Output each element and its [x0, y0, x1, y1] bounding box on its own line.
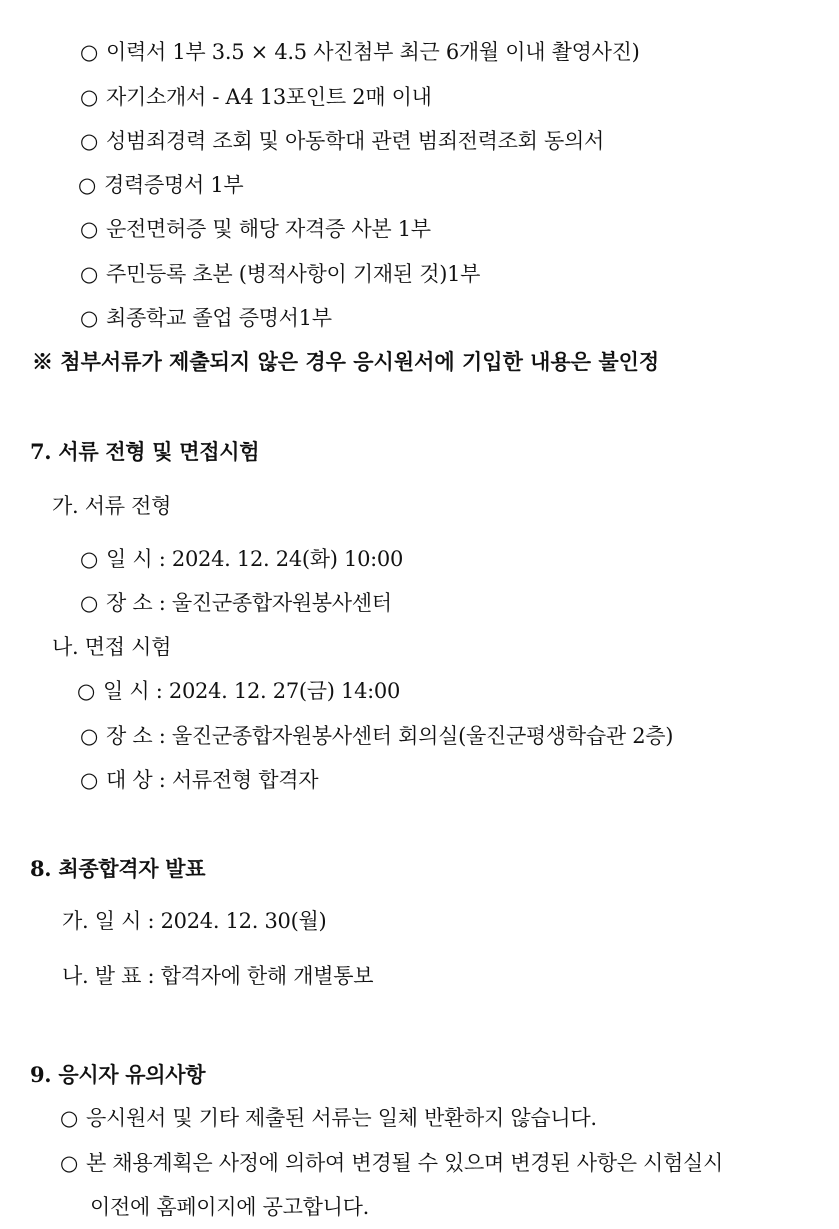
item-text: 일 시 : 2024. 12. 27(금) 14:00 — [103, 679, 401, 703]
item-text: 응시원서 및 기타 제출된 서류는 일체 반환하지 않습니다. — [86, 1106, 597, 1130]
attachment-text: 성범죄경력 조회 및 아동학대 관련 범죄전력조회 동의서 — [106, 129, 604, 153]
circle-bullet-icon: ○ — [80, 306, 99, 330]
item-text: 대 상 : 서류전형 합격자 — [106, 768, 319, 792]
circle-bullet-icon: ○ — [80, 591, 99, 615]
attachment-text: 자기소개서 - A4 13포인트 2매 이내 — [106, 85, 432, 109]
item-text: 장 소 : 울진군종합자원봉사센터 회의실(울진군평생학습관 2층) — [106, 724, 674, 748]
circle-bullet-icon: ○ — [80, 217, 99, 241]
circle-bullet-icon: ○ — [80, 129, 99, 153]
section-8-item: 가. 일 시 : 2024. 12. 30(월) — [62, 909, 327, 933]
attachment-item — [78, 170, 243, 200]
attachment-item — [80, 82, 432, 112]
attachment-item — [80, 37, 639, 67]
section-8-item: 나. 발 표 : 합격자에 한해 개별통보 — [62, 964, 374, 988]
item-text: 일 시 : 2024. 12. 24(화) 10:00 — [106, 547, 404, 571]
section-9-item — [60, 1148, 723, 1178]
section-7-heading: 7. 서류 전형 및 면접시험 — [30, 439, 260, 464]
section-7-sub-b-title: 나. 면접 시험 — [52, 635, 172, 659]
attachment-text: 경력증명서 1부 — [104, 173, 244, 197]
section-7-sub-b-item — [80, 765, 318, 795]
attachment-text: 운전면허증 및 해당 자격증 사본 1부 — [106, 217, 431, 241]
attachment-text: 주민등록 초본 (병적사항이 기재된 것)1부 — [106, 262, 481, 286]
section-7-sub-a-item — [80, 588, 392, 618]
circle-bullet-icon: ○ — [60, 1151, 79, 1175]
circle-bullet-icon: ○ — [60, 1106, 79, 1130]
section-7-sub-b-item — [80, 721, 673, 751]
section-9-item — [60, 1103, 597, 1133]
section-9-heading: 9. 응시자 유의사항 — [30, 1062, 206, 1087]
circle-bullet-icon: ○ — [80, 262, 99, 286]
circle-bullet-icon: ○ — [80, 85, 99, 109]
section-7-sub-a-title: 가. 서류 전형 — [52, 494, 172, 518]
circle-bullet-icon: ○ — [80, 40, 99, 64]
item-text: 장 소 : 울진군종합자원봉사센터 — [106, 591, 392, 615]
attachment-notice: ※ 첨부서류가 제출되지 않은 경우 응시원서에 기입한 내용은 불인정 — [32, 349, 660, 374]
attachment-item — [80, 259, 480, 289]
circle-bullet-icon: ○ — [77, 679, 96, 703]
circle-bullet-icon: ○ — [80, 768, 99, 792]
attachment-item — [80, 214, 431, 244]
attachment-text: 최종학교 졸업 증명서1부 — [106, 306, 332, 330]
circle-bullet-icon: ○ — [80, 724, 99, 748]
attachment-text: 이력서 1부 3.5 × 4.5 사진첨부 최근 6개월 이내 촬영사진) — [106, 40, 640, 64]
section-7-sub-a-item — [80, 544, 403, 574]
circle-bullet-icon: ○ — [78, 173, 97, 197]
section-7-sub-b-item — [77, 676, 400, 706]
item-text: 본 채용계획은 사정에 의하여 변경될 수 있으며 변경된 사항은 시험실시 — [86, 1151, 724, 1175]
section-8-heading: 8. 최종합격자 발표 — [30, 856, 206, 881]
section-9-item-continuation: 이전에 홈페이지에 공고합니다. — [90, 1195, 369, 1219]
circle-bullet-icon: ○ — [80, 547, 99, 571]
attachment-item — [80, 303, 332, 333]
attachment-item — [80, 126, 604, 156]
